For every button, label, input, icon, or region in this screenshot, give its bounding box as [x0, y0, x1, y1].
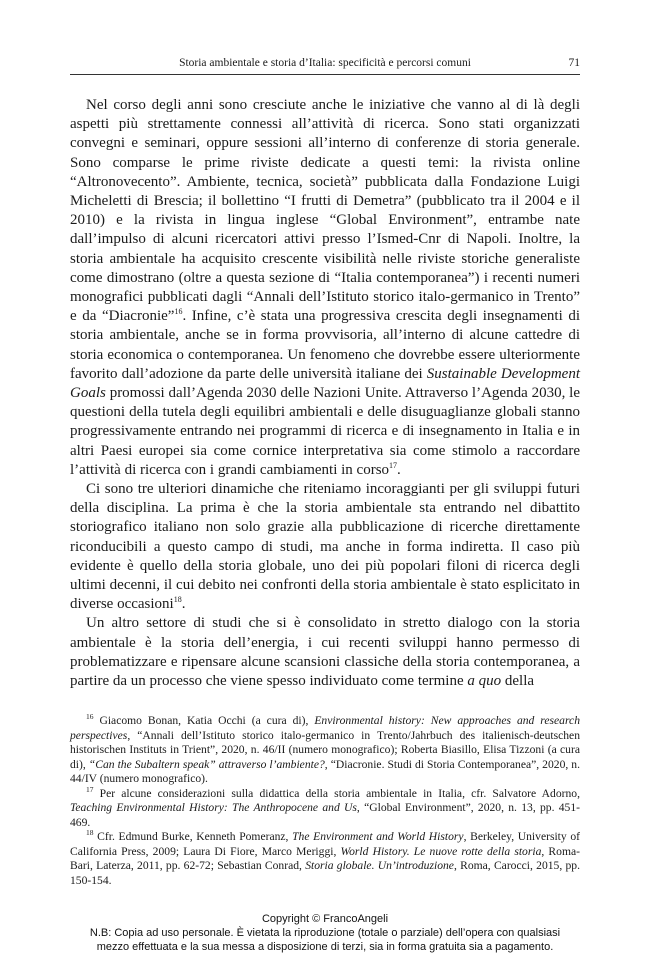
paragraph-3 — [70, 614, 580, 691]
text-run: . — [397, 461, 401, 478]
text-run: promossi dall’Agenda 2030 delle Nazioni Unite. Attraverso l’Agenda 2030, le questioni della tutela degli equilibri ambientali e delle disuguaglianze globali stanno progressivamente entrando nei programmi di ricerca e di insegnamento in Italia e in altri Paesi europei sia come cornice interpretativa sia come stimolo a raccordare l’attività di ricerca con i grandi cambiamenti in corso — [70, 385, 580, 478]
footnote-ref-16[interactable]: 16 — [174, 307, 183, 317]
italic-title: Teaching Environmental History: The Anthropocene and Us — [70, 801, 357, 814]
text-run: , Berkeley, University of California Press, 2009; Laura Di Fiore, Marco Meriggi, — [70, 830, 580, 858]
text-run: Cfr. Edmund Burke, Kenneth Pomeranz, — [93, 830, 293, 843]
footnote-number: 17 — [86, 784, 94, 794]
italic-title: “Can the Subaltern speak” attraverso l’ambiente? — [88, 757, 325, 771]
italic-term: a quo — [467, 673, 502, 690]
italic-title: The Environment and World History — [292, 830, 464, 843]
page-number: 71 — [568, 57, 580, 69]
running-title: Storia ambientale e storia d’Italia: specificità e percorsi comuni — [179, 57, 471, 69]
italic-term: Sustainable Development Goals — [70, 365, 580, 402]
text-run: , Roma-Bari, Laterza, 2011, pp. 62-72; Sebastian Conrad, — [70, 844, 580, 872]
italic-title: Environmental history: New approaches and research perspectives — [70, 714, 580, 742]
text-run: , “Diacronie. Studi di Storia Contemporanea”, 2020, n. 44/IV (numero monografico). — [70, 757, 580, 785]
copyright-disclaimer-line: mezzo effettuata e la sua messa a disposizione di terzi, sia in forma gratuita sia a pagamento. — [96, 941, 554, 953]
text-run: della — [501, 673, 535, 690]
text-run: Ci sono tre ulteriori dinamiche che riteniamo incoraggianti per gli sviluppi futuri della disciplina. La prima è che la storia ambientale sta entrando nel dibattito storiografico italiano non solo grazie alla pubblicazione di ricerche direttamente riconducibili a questo campo di studi, ma anche in forma indiretta. Il caso più evidente è quello della storia globale, uno dei più popolari filoni di ricerca degli ultimi decenni, il cui debito nei confronti della storia ambientale è stato esplicitato in diverse occasioni — [70, 481, 580, 613]
text-run: Nel corso degli anni sono cresciute anche le iniziative che vanno al di là degli aspetti più strettamente connessi all’attività di ricerca. Sono stati organizzati convegni e seminari, oppure sessioni all’interno di conferenze di storia generale. Sono comparse le prime riviste dedicate a questi temi: la rivista online “Altronovecento”. Ambiente, tecnica, società” pubblicata dalla Fondazione Luigi Micheletti di Brescia; il bollettino “I frutti di Demetra” (pubblicato tra il 2004 e il 2010) e la rivista in lingua inglese “Global Environment”, entrambe nate dall’impulso di alcuni ricercatori attivi presso l’Ismed-Cnr di Napoli. Inoltre, la storia ambientale ha acquisito crescente visibilità nelle riviste storiche generaliste come dimostrano (oltre a questa sezione di “Italia contemporanea”) i recenti numeri monografici pubblicati dagli “Annali dell’Istituto storico italo-germanico in Trento” e da “Diacronie” — [70, 97, 580, 325]
footnote-number: 18 — [86, 828, 94, 838]
text-run: Un altro settore di studi che si è consolidato in stretto dialogo con la storia ambientale è la storia dell’energia, i cui recenti sviluppi hanno permesso di problematizzare e ripensare alcune scansioni classiche della storia contemporanea, a partire da un processo che viene spesso individuato come termine — [70, 615, 580, 690]
footnote-17 — [70, 784, 581, 831]
text-run: Per alcune considerazioni sulla didattica della storia ambientale in Italia, cfr. Salvatore Adorno, — [93, 786, 580, 800]
footnote-ref-17[interactable]: 17 — [389, 460, 398, 470]
copyright-disclaimer-line: N.B: Copia ad uso personale. È vietata la riproduzione (totale o parziale) dell’opera con qualsiasi — [89, 927, 561, 939]
text-run: , “Global Environment”, 2020, n. 13, pp. 451-469. — [70, 801, 581, 829]
italic-title: Storia globale. Un’introduzione — [305, 859, 454, 872]
footnotes — [70, 714, 580, 888]
text-run: . Infine, c’è stata una progressiva crescita degli insegnamenti di storia ambientale, anche se in forma provvisoria, all’interno di alcune cattedre di storia economica o contemporanea. Un fenomeno che dovrebbe essere ulteriormente favorito dall’adozione da parte delle università italiane dei — [70, 308, 580, 382]
text-run: , Roma, Carocci, 2015, pp. 150-154. — [70, 859, 580, 887]
footnote-18 — [70, 830, 580, 888]
footnote-number: 16 — [86, 712, 94, 722]
paragraph-1 — [70, 96, 580, 480]
text-run: . — [181, 596, 186, 613]
footnote-ref-18[interactable]: 18 — [173, 595, 182, 605]
footnote-16 — [70, 714, 580, 787]
copyright-notice — [0, 912, 650, 954]
text-run: Giacomo Bonan, Katia Occhi (a cura di), — [93, 714, 315, 727]
main-text — [70, 96, 580, 691]
italic-title: World History. Le nuove rotte della storia — [340, 844, 542, 858]
running-header — [70, 56, 580, 75]
copyright-line: Copyright © FrancoAngeli — [261, 913, 389, 925]
paragraph-2 — [70, 480, 580, 614]
text-run: , “Annali dell’Istituto storico italo-germanico in Trento/Jahrbuch des italienisch-deutschen historischen Instituts in Trient”, 2020, n. 46/II (numero monografico); Roberta Biasillo, Elisa Tizzoni (a cura di), — [70, 728, 580, 771]
